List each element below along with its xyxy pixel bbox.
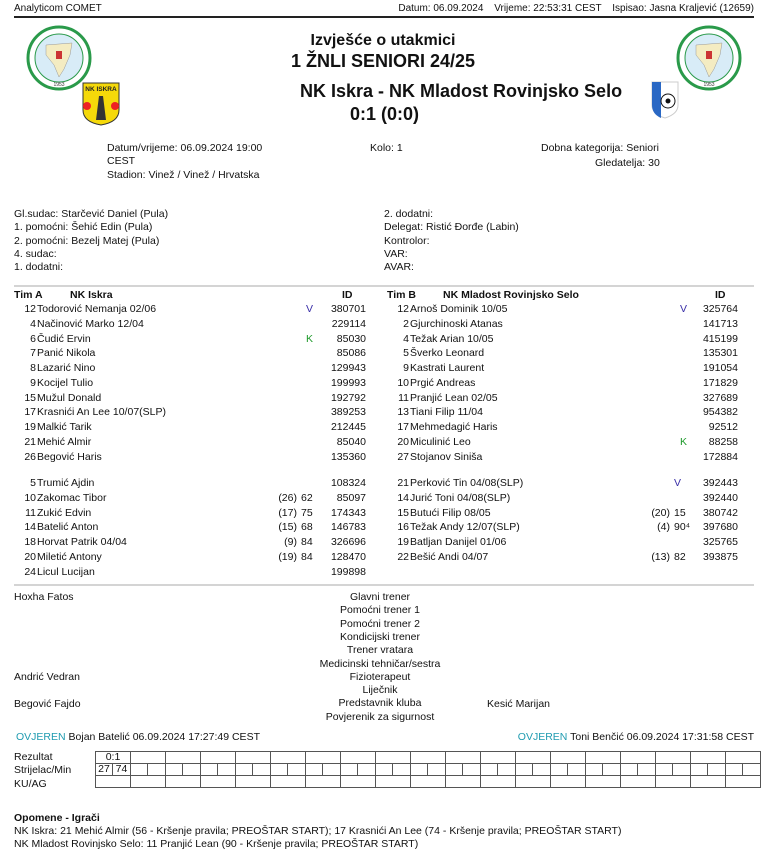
player-id: 135301 xyxy=(702,347,738,360)
away-verification xyxy=(518,731,754,743)
player-name: Mehmedagić Haris xyxy=(410,421,498,433)
player-number: 13 xyxy=(397,406,409,419)
player-name: Čudić Ervin xyxy=(37,332,91,345)
app-name: Analyticom COMET xyxy=(14,3,102,14)
player-number: 26 xyxy=(24,450,36,463)
sub-number: 16 xyxy=(397,521,409,534)
ku-ag-cell xyxy=(201,776,236,788)
sub-name: Težak Andy 12/07(SLP) xyxy=(410,521,520,534)
substitution-minute: 82 xyxy=(674,550,686,563)
ku-ag-cell xyxy=(516,776,551,788)
svg-text:1953: 1953 xyxy=(703,82,715,88)
player-number: 10 xyxy=(397,376,409,389)
separator xyxy=(14,285,754,287)
player-id: 325764 xyxy=(702,303,738,315)
substituted-player: (15) xyxy=(278,521,297,534)
player-number: 2 xyxy=(403,317,409,330)
result-cell xyxy=(621,752,656,764)
minute-cell xyxy=(428,764,446,776)
substitution-minute: 68 xyxy=(301,521,313,534)
scorer-cell xyxy=(691,764,708,776)
age-category: Dobna kategorija: Seniori xyxy=(541,142,659,154)
ku-ag-row xyxy=(96,776,761,788)
scorer-cell xyxy=(131,764,148,776)
sub-name: Jurić Toni 04/08(SLP) xyxy=(410,491,511,504)
player-name: Malkić Tarik xyxy=(37,421,92,433)
result-cell xyxy=(481,752,516,764)
player-name: Todorović Nemanja 02/06 xyxy=(37,303,157,315)
minute-cell xyxy=(183,764,201,776)
match-datetime: Datum/vrijeme: 06.09.2024 19:00 xyxy=(107,142,263,154)
substitution-minute: 84 xyxy=(301,536,313,548)
player-name: Težak Arian 10/05 xyxy=(410,332,494,345)
player-number: 19 xyxy=(24,421,36,433)
scorer-cell xyxy=(726,764,743,776)
player-name: Gjurchinoski Atanas xyxy=(410,317,503,330)
sub-id: 85097 xyxy=(336,491,366,504)
player-id: 192792 xyxy=(330,391,366,404)
sub-number: 15 xyxy=(397,506,409,519)
home-verifier: Bojan Batelić 06.09.2024 17:27:49 CEST xyxy=(68,731,260,743)
player-name: Panić Nikola xyxy=(37,347,96,360)
top-bar xyxy=(14,0,754,18)
ku-ag-cell xyxy=(656,776,691,788)
player-id: 172884 xyxy=(702,450,738,463)
minute-cell xyxy=(323,764,341,776)
ku-ag-cell xyxy=(341,776,376,788)
player-name: Stojanov Siniša xyxy=(410,450,483,463)
ku-ag-cell xyxy=(306,776,341,788)
player-id: 85040 xyxy=(336,435,366,448)
goalkeeper-mark: V xyxy=(306,303,314,315)
verified-badge: OVJEREN xyxy=(517,731,568,743)
player-id: 171829 xyxy=(702,376,738,389)
substituted-player: (26) xyxy=(278,491,297,504)
separator xyxy=(14,584,754,586)
ku-ag-cell xyxy=(621,776,656,788)
player-name: Šverko Leonard xyxy=(410,347,485,360)
staff-role: Trener vratara xyxy=(346,644,414,657)
official-entry: 2. pomoćni: Bezelj Matej (Pula) xyxy=(14,234,160,247)
official-entry: 1. dodatni: xyxy=(14,261,64,274)
away-club-rep: Kesić Marijan xyxy=(487,698,551,710)
result-cell xyxy=(551,752,586,764)
sub-id: 326696 xyxy=(330,536,366,548)
ku-ag-cell xyxy=(236,776,271,788)
player-id: 212445 xyxy=(330,421,366,433)
player-number: 4 xyxy=(403,332,409,345)
sub-id: 146783 xyxy=(330,521,366,534)
result-cell xyxy=(201,752,236,764)
minute-cell xyxy=(253,764,271,776)
sub-number: 24 xyxy=(24,565,36,578)
sub-id: 174343 xyxy=(330,506,366,519)
official-entry: AVAR: xyxy=(384,261,414,274)
goals-table xyxy=(95,751,761,788)
player-id: 327689 xyxy=(702,391,738,404)
staff-role: Povjerenik za sigurnost xyxy=(325,710,435,723)
player-name: Kastrati Laurent xyxy=(410,362,485,374)
round: Kolo: 1 xyxy=(370,142,403,154)
team-b-name: NK Mladost Rovinjsko Selo xyxy=(443,289,579,301)
official-entry: Delegat: Ristić Đorđe (Labin) xyxy=(384,221,519,234)
sub-id: 392443 xyxy=(702,477,738,489)
minute-cell xyxy=(463,764,481,776)
result-cell xyxy=(271,752,306,764)
sub-id: 128470 xyxy=(330,550,366,563)
player-id: 229114 xyxy=(331,317,366,330)
player-name: Tiani Filip 11/04 xyxy=(410,406,483,419)
report-title: Izvješće o utakmici xyxy=(310,32,456,49)
sub-number: 21 xyxy=(397,477,409,489)
sub-name: Butući Filip 08/05 xyxy=(410,506,491,519)
substituted-player: (19) xyxy=(278,550,297,563)
substitution-minute: 84 xyxy=(301,550,313,563)
sub-id: 199898 xyxy=(330,565,366,578)
scorer-cell xyxy=(621,764,638,776)
scorer-cell xyxy=(586,764,603,776)
staff-role: Predstavnik kluba xyxy=(338,697,422,710)
team-b-id-header: ID xyxy=(715,289,726,301)
minute-cell: 74 xyxy=(113,764,131,776)
ku-ag-cell xyxy=(131,776,166,788)
player-number: 15 xyxy=(24,391,36,404)
official-entry: 4. sudac: xyxy=(14,247,57,260)
ku-ag-cell xyxy=(271,776,306,788)
official-entry: VAR: xyxy=(384,247,408,260)
sub-name: Bešić Andi 04/07 xyxy=(410,550,489,563)
result-cell xyxy=(586,752,621,764)
home-club-logo xyxy=(82,82,120,126)
player-number: 5 xyxy=(403,347,409,360)
sub-id: 397680 xyxy=(702,521,738,534)
staff-role: Pomoćni trener 2 xyxy=(340,617,420,630)
minute-cell xyxy=(148,764,166,776)
result-cell xyxy=(446,752,481,764)
staff-role: Fizioterapeut xyxy=(349,670,411,683)
sub-number: 5 xyxy=(30,477,36,489)
player-number: 11 xyxy=(398,391,409,404)
player-id: 129943 xyxy=(330,362,366,374)
team-a-label: Tim A xyxy=(14,289,43,301)
staff-role: Medicinski tehničar/sestra xyxy=(319,657,441,670)
player-id: 415199 xyxy=(702,332,738,345)
verified-badge: OVJEREN xyxy=(16,731,66,743)
staff-role: Kondicijski trener xyxy=(340,630,420,643)
team-a-name: NK Iskra xyxy=(70,289,113,301)
cautions-title: Opomene - Igrači xyxy=(14,812,100,824)
minute-cell xyxy=(498,764,516,776)
sub-id: 392440 xyxy=(702,491,738,504)
result-cell xyxy=(376,752,411,764)
printed-by: Ispisao: Jasna Kraljević (12659) xyxy=(612,3,754,14)
goalkeeper-mark: V xyxy=(680,303,688,315)
minute-cell xyxy=(568,764,586,776)
sub-number: 19 xyxy=(397,536,409,548)
ku-ag-cell xyxy=(726,776,761,788)
player-number: 4 xyxy=(30,317,36,330)
player-number: 9 xyxy=(30,376,36,389)
result-cell xyxy=(236,752,271,764)
sub-id: 380742 xyxy=(702,506,738,519)
player-id: 380701 xyxy=(330,303,366,315)
player-name: Prgić Andreas xyxy=(410,376,476,389)
result-cell xyxy=(691,752,726,764)
substituted-player: (9) xyxy=(284,536,297,548)
player-number: 12 xyxy=(24,303,36,315)
scorer-cell xyxy=(446,764,463,776)
minute-cell xyxy=(743,764,761,776)
player-name: Begović Haris xyxy=(37,450,102,463)
player-id: 191054 xyxy=(702,362,738,374)
substituted-player: (17) xyxy=(278,506,297,519)
scorer-cell xyxy=(551,764,568,776)
home-head-coach: Hoxha Fatos xyxy=(14,591,74,603)
player-number: 17 xyxy=(24,406,36,419)
minute-cell xyxy=(533,764,551,776)
player-number: 6 xyxy=(30,332,36,345)
team-a-id-header: ID xyxy=(342,289,353,301)
stadium: Stadion: Vinež / Vinež / Hrvatska xyxy=(107,169,260,181)
scorer-row xyxy=(96,764,761,776)
player-id: 199993 xyxy=(330,376,366,389)
substitution-minute: 15 xyxy=(674,506,686,519)
cautions-home: NK Iskra: 21 Mehić Almir (56 - Kršenje pravila; PREOŠTAR START); 17 Krasnići An Lee (74 - Kršenje pravila; PREOŠTAR START) xyxy=(14,825,622,837)
sub-name: Horvat Patrik 04/04 xyxy=(37,536,127,548)
match-title: NK Iskra - NK Mladost Rovinjsko Selo xyxy=(300,81,623,101)
sub-number: 14 xyxy=(397,491,409,504)
ku-ag-cell xyxy=(551,776,586,788)
player-name: Mehić Almir xyxy=(37,435,92,448)
player-number: 21 xyxy=(24,435,36,448)
ku-ag-cell xyxy=(376,776,411,788)
row-label-ku-ag: KU/AG xyxy=(14,778,47,790)
player-name: Pranjić Lean 02/05 xyxy=(410,391,498,404)
scorer-cell xyxy=(271,764,288,776)
result-cell xyxy=(341,752,376,764)
player-id: 954382 xyxy=(702,406,738,419)
svg-text:NK ISKRA: NK ISKRA xyxy=(85,86,117,93)
scorer-cell: 27 xyxy=(96,764,113,776)
ku-ag-cell xyxy=(166,776,201,788)
sub-number: 10 xyxy=(24,491,36,504)
substituted-player: (20) xyxy=(651,506,670,519)
substitution-minute: 75 xyxy=(301,506,313,519)
substitution-minute: 62 xyxy=(301,491,313,504)
sub-name: Zukić Edvin xyxy=(37,506,92,519)
official-entry: 1. pomoćni: Šehić Edin (Pula) xyxy=(14,221,153,234)
player-name: Mužul Donald xyxy=(37,391,102,404)
away-club-logo xyxy=(651,81,679,119)
spectators: Gledatelja: 30 xyxy=(595,157,660,169)
minute-cell xyxy=(638,764,656,776)
staff-role: Glavni trener xyxy=(349,591,411,603)
ku-ag-cell xyxy=(586,776,621,788)
minute-cell xyxy=(673,764,691,776)
scorer-cell xyxy=(656,764,673,776)
official-entry: Kontrolor: xyxy=(384,234,430,247)
scorer-cell xyxy=(341,764,358,776)
staff-role: Liječnik xyxy=(362,684,398,697)
player-number: 9 xyxy=(403,362,409,374)
player-name: Krasnići An Lee 10/07(SLP) xyxy=(37,406,166,419)
ku-ag-cell xyxy=(691,776,726,788)
home-verification xyxy=(16,731,260,743)
player-id: 85086 xyxy=(336,347,366,360)
sub-id: 325765 xyxy=(702,536,738,548)
team-b-label: Tim B xyxy=(387,289,416,301)
sub-name: Batelić Anton xyxy=(37,521,99,534)
substituted-player: (13) xyxy=(651,550,670,563)
print-date: Datum: 06.09.2024 xyxy=(398,3,484,14)
result-cell xyxy=(516,752,551,764)
player-name: Lazarić Nino xyxy=(37,362,96,374)
scorer-cell xyxy=(201,764,218,776)
player-id: 135360 xyxy=(330,450,366,463)
row-label-result: Rezultat xyxy=(14,751,53,763)
official-entry: Gl.sudac: Starčević Daniel (Pula) xyxy=(14,208,169,220)
match-score: 0:1 (0:0) xyxy=(350,104,420,124)
scorer-cell xyxy=(236,764,253,776)
player-name: Arnoš Dominik 10/05 xyxy=(410,303,508,315)
ku-ag-cell xyxy=(96,776,131,788)
scorer-cell xyxy=(166,764,183,776)
official-entry: 2. dodatni: xyxy=(384,208,434,220)
ku-ag-cell xyxy=(411,776,446,788)
scorer-cell xyxy=(481,764,498,776)
player-number: 12 xyxy=(397,303,409,315)
sub-number: 14 xyxy=(24,521,36,534)
sub-number: 20 xyxy=(24,550,36,563)
result-cell xyxy=(131,752,166,764)
scorer-cell xyxy=(306,764,323,776)
player-number: 20 xyxy=(397,435,409,448)
sub-name: Licul Lucijan xyxy=(37,565,95,578)
ku-ag-cell xyxy=(446,776,481,788)
player-number: 7 xyxy=(30,347,36,360)
player-id: 92512 xyxy=(708,421,738,433)
minute-cell xyxy=(708,764,726,776)
result-cell xyxy=(726,752,761,764)
result-cell xyxy=(411,752,446,764)
ku-ag-cell xyxy=(481,776,516,788)
print-info xyxy=(390,3,754,14)
player-name: Načinović Marko 12/04 xyxy=(37,317,144,330)
home-physio: Andrić Vedran xyxy=(14,671,80,683)
player-id: 141713 xyxy=(702,317,738,330)
result-cell xyxy=(306,752,341,764)
scorer-cell xyxy=(376,764,393,776)
player-name: Miculinić Leo xyxy=(410,435,471,448)
sub-id: 108324 xyxy=(330,477,366,489)
player-number: 8 xyxy=(30,362,36,374)
sub-name: Miletić Antony xyxy=(37,550,102,563)
result-cell xyxy=(656,752,691,764)
cautions-away: NK Mladost Rovinjsko Selo: 11 Pranjić Lean (90 - Kršenje pravila; PREOŠTAR START) xyxy=(14,838,419,850)
competition-title: 1 ŽNLI SENIORI 24/25 xyxy=(290,51,476,71)
minute-cell xyxy=(218,764,236,776)
minute-cell xyxy=(603,764,621,776)
sub-number: 18 xyxy=(24,536,36,548)
substitution-minute: 90⁴ xyxy=(674,521,691,534)
captain-mark: K xyxy=(306,332,314,345)
player-id: 88258 xyxy=(708,435,738,448)
captain-mark: K xyxy=(680,435,688,448)
sub-name: Zakomac Tibor xyxy=(37,491,107,504)
sub-number: 11 xyxy=(25,506,36,519)
player-id: 85030 xyxy=(336,332,366,345)
match-datetime-tz: CEST xyxy=(107,155,136,167)
scorer-cell xyxy=(516,764,533,776)
row-label-scorer: Strijelac/Min xyxy=(14,764,72,776)
svg-text:1953: 1953 xyxy=(53,82,65,88)
minute-cell xyxy=(393,764,411,776)
scorer-cell xyxy=(411,764,428,776)
player-number: 27 xyxy=(397,450,409,463)
sub-name: Perković Tin 04/08(SLP) xyxy=(410,477,524,489)
staff-role: Pomoćni trener 1 xyxy=(340,604,420,617)
print-time: Vrijeme: 22:53:31 CEST xyxy=(494,3,602,14)
player-id: 389253 xyxy=(330,406,366,419)
sub-number: 22 xyxy=(397,550,409,563)
sub-name: Trumić Ajdin xyxy=(37,477,95,489)
player-name: Kocijel Tulio xyxy=(37,376,94,389)
result-row xyxy=(96,752,761,764)
minute-cell xyxy=(288,764,306,776)
away-verifier: Toni Benčić 06.09.2024 17:31:58 CEST xyxy=(570,731,754,743)
substituted-player: (4) xyxy=(657,521,670,534)
home-club-rep: Begović Fajdo xyxy=(14,698,81,710)
player-number: 17 xyxy=(397,421,409,433)
minute-cell xyxy=(358,764,376,776)
goalkeeper-mark: V xyxy=(674,477,682,489)
result-cell: 0:1 xyxy=(96,752,131,764)
result-cell xyxy=(166,752,201,764)
sub-id: 393875 xyxy=(702,550,738,563)
sub-name: Batljan Danijel 01/06 xyxy=(410,536,507,548)
